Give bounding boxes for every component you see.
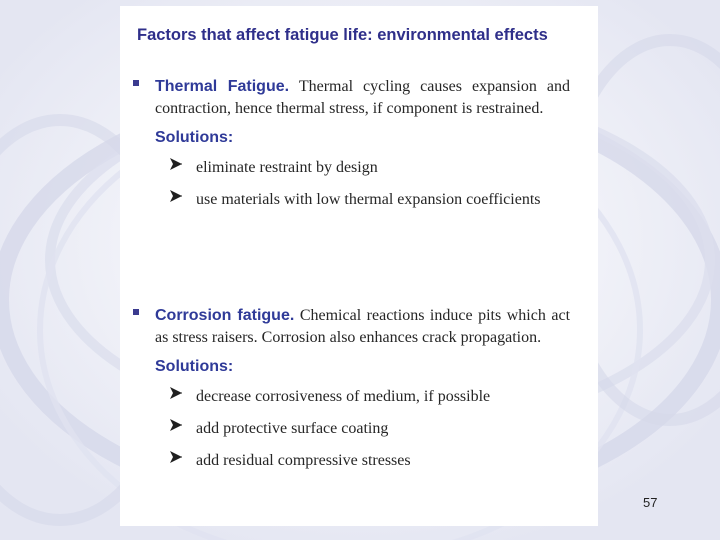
arrowhead-bullet-icon xyxy=(169,189,183,203)
corrosion-fatigue-text: Chemical reactions induce pits which act as stress raisers. Corrosion also enhances crack propagation. xyxy=(155,307,571,346)
list-item xyxy=(169,450,570,472)
arrowhead-bullet-icon xyxy=(169,418,183,432)
list-item xyxy=(169,386,570,408)
solution-text: eliminate restraint by design xyxy=(196,159,378,176)
solutions-label: Solutions: xyxy=(155,358,234,375)
arrowhead-bullet-icon xyxy=(169,386,183,400)
arrowhead-bullet-icon xyxy=(169,450,183,464)
square-bullet-icon xyxy=(133,309,139,315)
thermal-fatigue-term: Thermal Fatigue. xyxy=(155,78,290,95)
solution-text: use materials with low thermal expansion coefficients xyxy=(196,191,541,208)
thermal-fatigue-text: Thermal cycling causes expansion and contraction, hence thermal stress, if component is restrained. xyxy=(155,78,570,117)
section-corrosion-fatigue xyxy=(133,305,573,482)
solutions-list xyxy=(133,386,573,472)
solution-text: add protective surface coating xyxy=(196,420,389,437)
square-bullet-icon xyxy=(133,80,139,86)
solutions-label: Solutions: xyxy=(155,129,234,146)
corrosion-fatigue-paragraph xyxy=(155,305,570,349)
solution-text: decrease corrosiveness of medium, if possible xyxy=(196,388,491,405)
corrosion-fatigue-term: Corrosion fatigue. xyxy=(155,307,295,324)
section-thermal-fatigue xyxy=(133,76,573,221)
arrowhead-bullet-icon xyxy=(169,157,183,171)
thermal-fatigue-paragraph xyxy=(155,76,570,120)
list-item xyxy=(169,189,570,211)
list-item xyxy=(169,418,570,440)
slide-title: Factors that affect fatigue life: environmental effects xyxy=(137,26,548,44)
list-item xyxy=(169,157,570,179)
solution-text: add residual compressive stresses xyxy=(196,452,411,469)
page-number: 57 xyxy=(643,495,658,510)
solutions-list xyxy=(133,157,573,211)
